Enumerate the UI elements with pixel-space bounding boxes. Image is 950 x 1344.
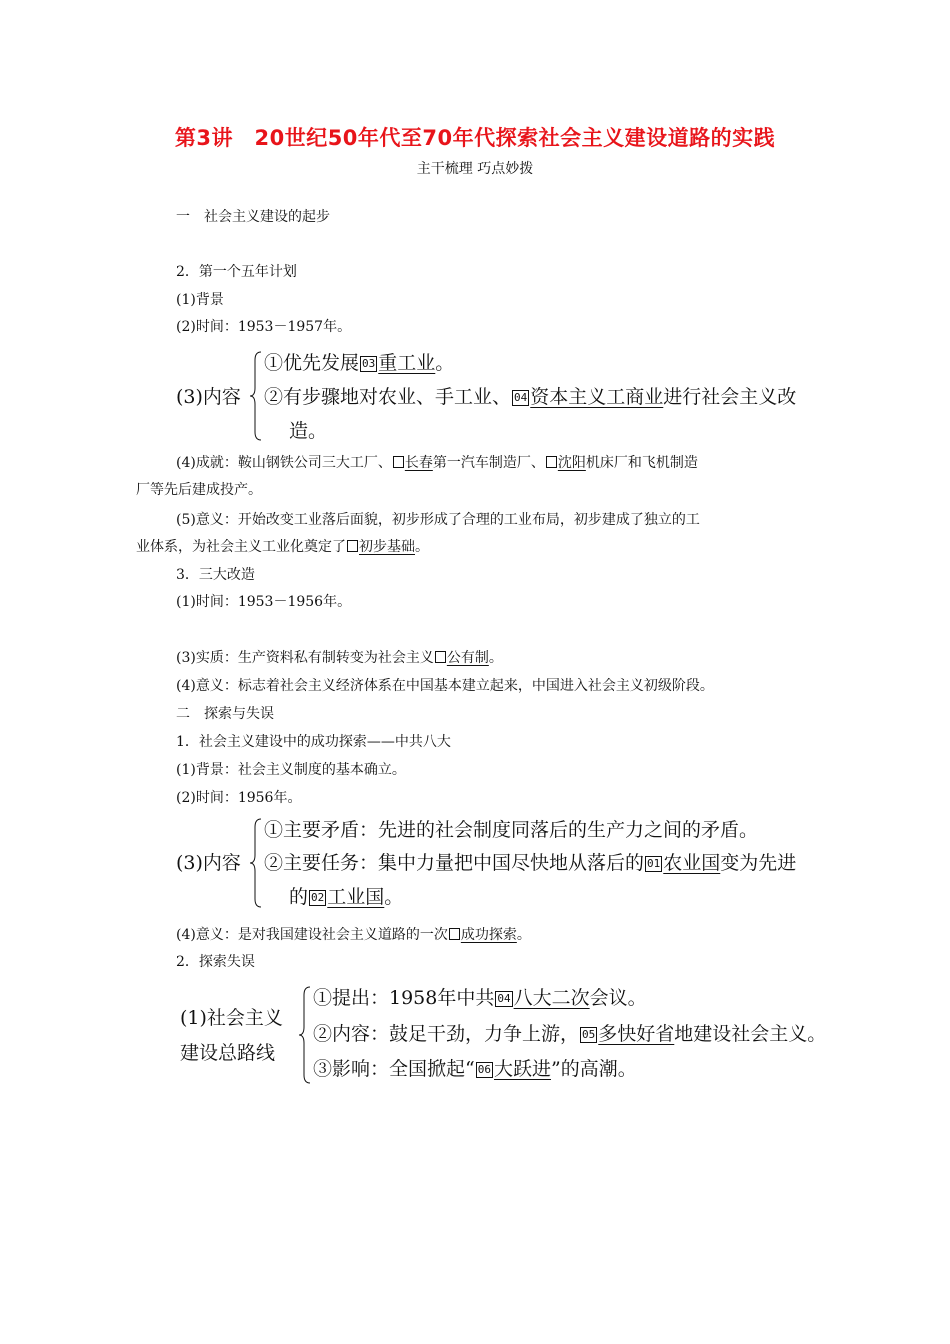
- content-item-continued: 造。: [289, 420, 328, 442]
- content-item: ①提出：1958年中共 04 八大二次会议。: [313, 987, 647, 1009]
- subsection-heading: 1．社会主义建设中的成功探索——中共八大: [176, 734, 451, 750]
- blank-box-icon: [546, 456, 557, 468]
- answer-blank: 成功探索: [460, 927, 517, 943]
- text-line: (2)时间：1953－1957年。: [176, 319, 352, 335]
- text-line: (5)意义：开始改变工业落后面貌，初步形成了合理的工业布局，初步建成了独立的工: [176, 512, 700, 528]
- answer-blank: 初步基础: [359, 539, 415, 555]
- answer-blank: 重工业: [378, 352, 436, 374]
- answer-blank: 长春: [404, 455, 433, 471]
- text-line: (4)意义：是对我国建设社会主义道路的一次 成功探索。: [176, 927, 531, 943]
- blank-box-icon: [393, 456, 404, 468]
- content-item-continued: 的 02 工业国。: [289, 886, 404, 908]
- text-line: (4)成就：鞍山钢铁公司三大工厂、 长春第一汽车制造厂、 沈阳机床厂和飞机制造: [176, 455, 698, 471]
- subsection-heading: 2．探索失误: [176, 954, 255, 970]
- section-heading: 一 社会主义建设的起步: [176, 209, 330, 225]
- brace-label: (1)社会主义: [180, 1007, 283, 1029]
- blank-box-icon: [449, 928, 460, 940]
- answer-blank: 多快好省: [598, 1023, 675, 1045]
- text-line: (1)时间：1953－1956年。: [176, 594, 352, 610]
- blank-box-icon: [347, 540, 358, 552]
- answer-blank: 农业国: [663, 852, 721, 874]
- answer-blank: 大跃进: [493, 1058, 551, 1080]
- content-item: ①主要矛盾：先进的社会制度同落后的生产力之间的矛盾。: [264, 819, 759, 841]
- answer-blank: 资本主义工商业: [530, 386, 664, 408]
- brace-label: (3)内容: [176, 386, 241, 408]
- left-brace-icon: [249, 350, 263, 442]
- content-item: ②主要任务：集中力量把中国尽快地从落后的 01 农业国变为先进: [264, 852, 797, 874]
- text-line: (1)背景：社会主义制度的基本确立。: [176, 762, 406, 778]
- text-line: 厂等先后建成投产。: [136, 482, 262, 498]
- section-heading: 二 探索与失误: [176, 706, 274, 722]
- brace-label: (3)内容: [176, 852, 241, 874]
- text-line: (4)意义：标志着社会主义经济体系在中国基本建立起来，中国进入社会主义初级阶段。: [176, 678, 714, 694]
- subsection-heading: 2．第一个五年计划: [176, 264, 297, 280]
- answer-blank: 八大二次: [513, 987, 590, 1009]
- text-line: (1)背景: [176, 292, 224, 308]
- content-item: ①优先发展 03 重工业。: [264, 352, 455, 374]
- answer-blank: 公有制: [446, 650, 489, 666]
- blank-box-icon: [435, 651, 446, 663]
- brace-label: 建设总路线: [180, 1042, 276, 1064]
- text-line: (2)时间：1956年。: [176, 790, 302, 806]
- content-item: ③影响：全国掀起“ 06 大跃进”的高潮。: [313, 1058, 637, 1080]
- text-line: (3)实质：生产资料私有制转变为社会主义 公有制。: [176, 650, 503, 666]
- text-line: 业体系，为社会主义工业化奠定了 初步基础。: [136, 539, 429, 555]
- page-subtitle: 主干梳理 巧点妙拨: [416, 161, 534, 177]
- content-item: ②内容：鼓足干劲，力争上游， 05 多快好省地建设社会主义。: [313, 1023, 827, 1045]
- content-item: ②有步骤地对农业、手工业、 04 资本主义工商业进行社会主义改: [264, 386, 797, 408]
- answer-blank: 沈阳: [557, 455, 586, 471]
- left-brace-icon: [298, 985, 312, 1085]
- page-title: 第3讲 20世纪50年代至70年代探索社会主义建设道路的实践: [174, 126, 776, 150]
- answer-blank: 工业国: [327, 886, 385, 908]
- left-brace-icon: [249, 817, 263, 909]
- subsection-heading: 3．三大改造: [176, 567, 255, 583]
